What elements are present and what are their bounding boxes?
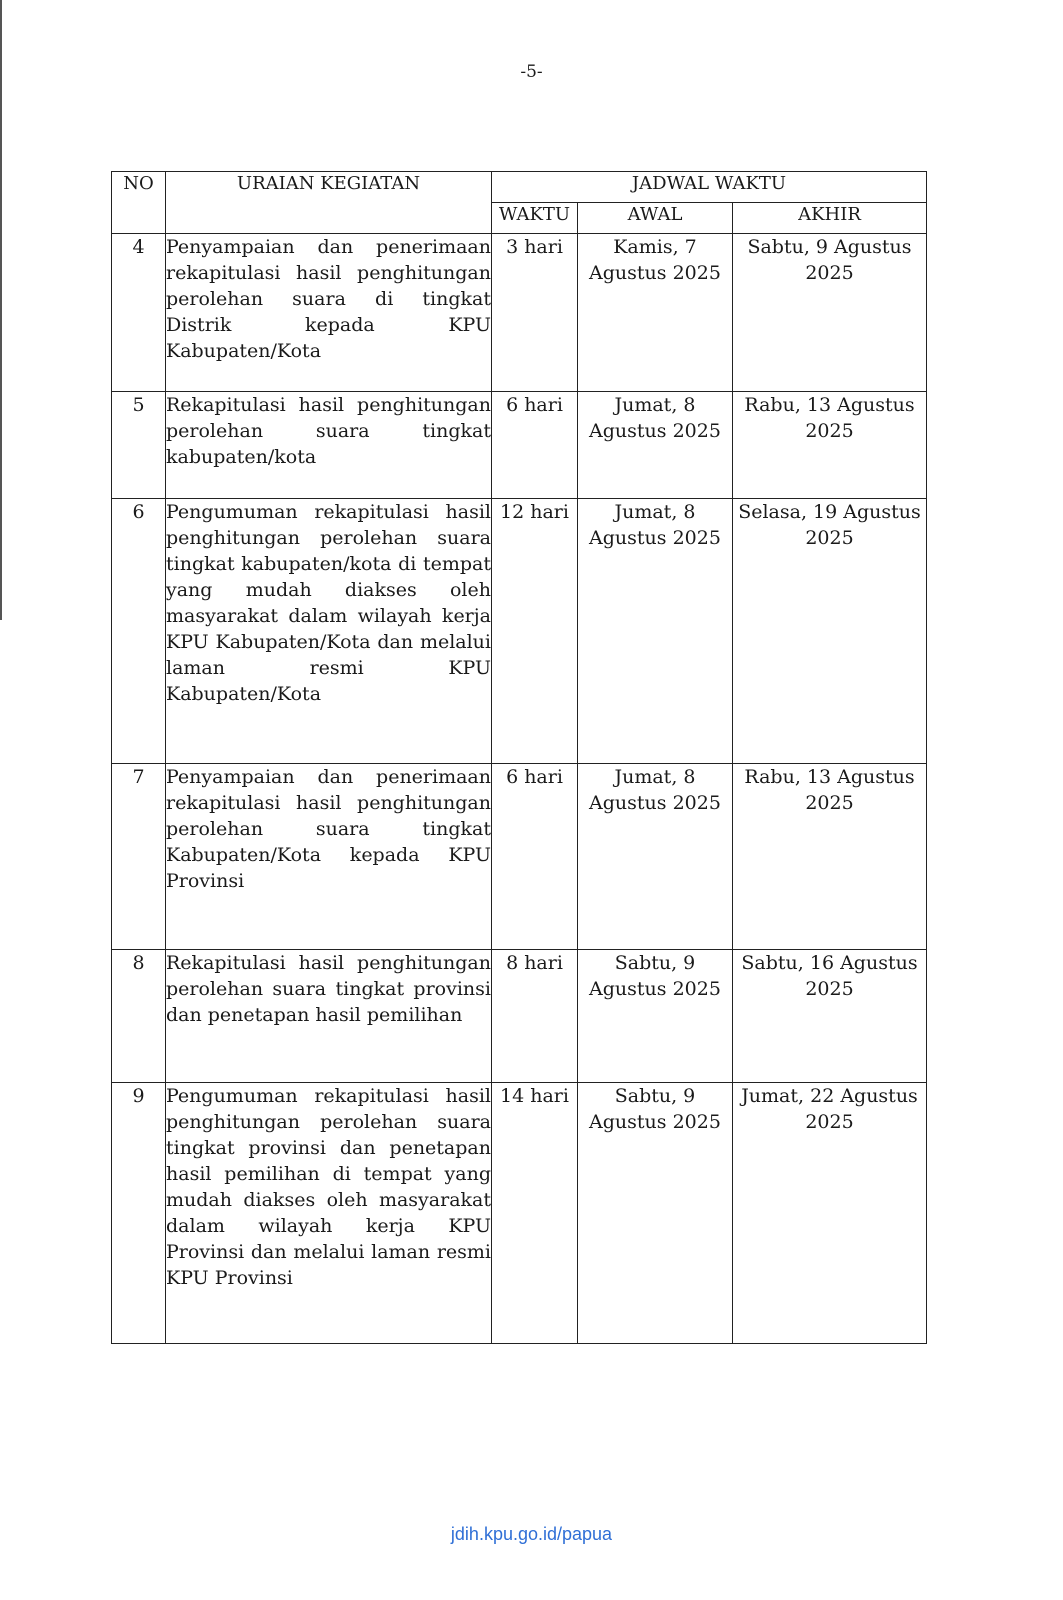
row-number: 6: [112, 499, 166, 764]
row-awal: Sabtu, 9 Agustus 2025: [578, 1083, 733, 1344]
row-akhir: Rabu, 13 Agustus 2025: [733, 392, 927, 499]
table-row: [112, 950, 927, 1083]
row-awal: Kamis, 7 Agustus 2025: [578, 234, 733, 392]
row-number: 7: [112, 764, 166, 950]
row-uraian: Pengumuman rekapitulasi hasil penghitungan perolehan suara tingkat provinsi dan penetapan hasil pemilihan di tempat yang mudah diakses oleh masyarakat dalam wilayah kerja KPU Provinsi dan melalui laman resmi KPU Provinsi: [166, 1083, 492, 1344]
row-number: 9: [112, 1083, 166, 1344]
header-waktu: WAKTU: [492, 203, 578, 234]
table-row: [112, 234, 927, 392]
table-row: [112, 1083, 927, 1344]
page-number: -5-: [520, 62, 543, 82]
row-waktu: 6 hari: [492, 764, 578, 950]
row-number: 8: [112, 950, 166, 1083]
table-row: [112, 764, 927, 950]
row-waktu: 14 hari: [492, 1083, 578, 1344]
header-jadwal-waktu: JADWAL WAKTU: [492, 172, 927, 203]
row-akhir: Jumat, 22 Agustus 2025: [733, 1083, 927, 1344]
header-akhir: AKHIR: [733, 203, 927, 234]
header-no: NO: [112, 172, 166, 234]
row-uraian: Rekapitulasi hasil penghitungan perolehan suara tingkat provinsi dan penetapan hasil pemilihan: [166, 950, 492, 1083]
row-uraian: Penyampaian dan penerimaan rekapitulasi hasil penghitungan perolehan suara tingkat Kabupaten/Kota kepada KPU Provinsi: [166, 764, 492, 950]
row-awal: Jumat, 8 Agustus 2025: [578, 764, 733, 950]
row-waktu: 12 hari: [492, 499, 578, 764]
table-row: [112, 499, 927, 764]
row-akhir: Rabu, 13 Agustus 2025: [733, 764, 927, 950]
row-waktu: 8 hari: [492, 950, 578, 1083]
row-akhir: Sabtu, 16 Agustus 2025: [733, 950, 927, 1083]
row-akhir: Selasa, 19 Agustus 2025: [733, 499, 927, 764]
row-number: 5: [112, 392, 166, 499]
row-uraian: Penyampaian dan penerimaan rekapitulasi hasil penghitungan perolehan suara di tingkat Distrik kepada KPU Kabupaten/Kota: [166, 234, 492, 392]
footer-link[interactable]: jdih.kpu.go.id/papua: [450, 1524, 613, 1544]
row-uraian: Rekapitulasi hasil penghitungan perolehan suara tingkat kabupaten/kota: [166, 392, 492, 499]
row-waktu: 3 hari: [492, 234, 578, 392]
header-uraian: URAIAN KEGIATAN: [166, 172, 492, 234]
row-awal: Jumat, 8 Agustus 2025: [578, 499, 733, 764]
row-awal: Sabtu, 9 Agustus 2025: [578, 950, 733, 1083]
row-akhir: Sabtu, 9 Agustus 2025: [733, 234, 927, 392]
scan-edge-line: [0, 0, 2, 620]
schedule-table: [111, 171, 927, 1344]
row-number: 4: [112, 234, 166, 392]
table-row: [112, 392, 927, 499]
row-awal: Jumat, 8 Agustus 2025: [578, 392, 733, 499]
row-uraian: Pengumuman rekapitulasi hasil penghitungan perolehan suara tingkat kabupaten/kota di tempat yang mudah diakses oleh masyarakat dalam wilayah kerja KPU Kabupaten/Kota dan melalui laman resmi KPU Kabupaten/Kota: [166, 499, 492, 764]
row-waktu: 6 hari: [492, 392, 578, 499]
header-awal: AWAL: [578, 203, 733, 234]
